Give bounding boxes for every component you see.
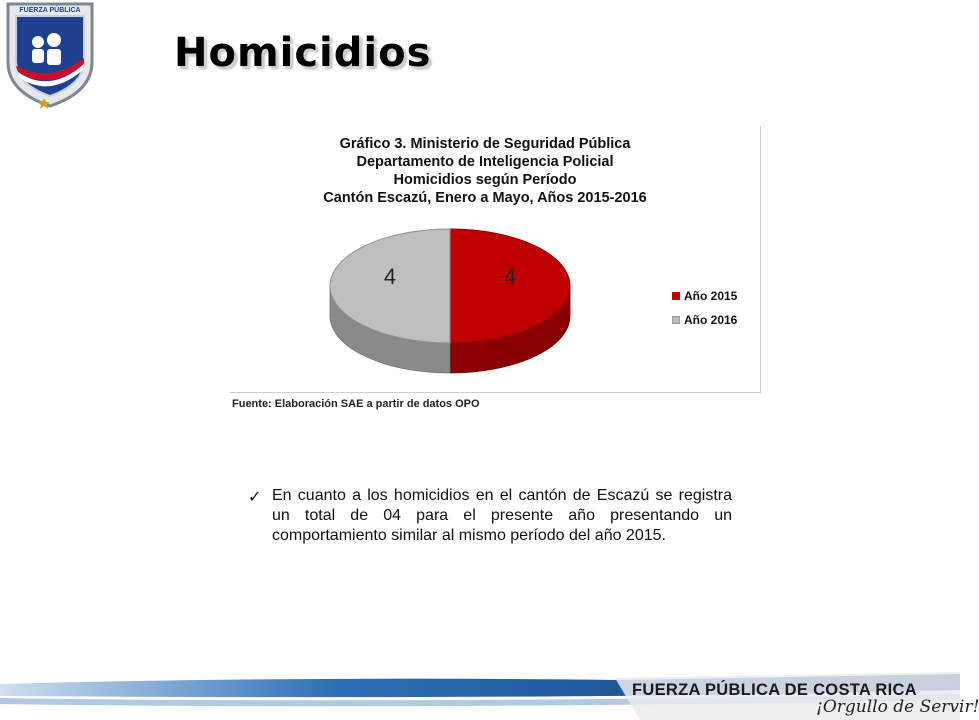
- pie-data-label-0: 4: [503, 264, 517, 289]
- pie-chart: [230, 126, 670, 392]
- fuerza-publica-logo: [0, 0, 100, 110]
- page-title: Homicidios: [174, 30, 432, 76]
- logo-text: FUERZA PÚBLICA: [19, 7, 81, 14]
- legend-label-2016: Año 2016: [684, 313, 738, 327]
- legend-swatch-2016: [672, 316, 680, 324]
- chart-title-line-2: Departamento de Inteligencia Policial: [356, 154, 614, 170]
- pie-data-label-1: 4: [383, 264, 397, 289]
- chart-title-line-1: Gráfico 3. Ministerio de Seguridad Pública: [339, 136, 631, 152]
- footer-organization: FUERZA PÚBLICA DE COSTA RICA: [632, 681, 917, 699]
- bullet-paragraph: [248, 486, 732, 546]
- footer-motto: ¡Orgullo de Servir!: [816, 697, 979, 717]
- chart-title-line-3: Homicidios según Período: [393, 172, 577, 188]
- bullet-text: En cuanto a los homicidios en el cantón de Escazú se registra un total de 04 para el presente año presentando un comportamiento similar al mismo período del año 2015.: [272, 487, 732, 544]
- legend-item-2015: [672, 284, 737, 308]
- legend-item-2016: [672, 308, 737, 332]
- chart-legend: [672, 284, 737, 332]
- chart-source: Fuente: Elaboración SAE a partir de datos OPO: [232, 398, 480, 410]
- chart-title-line-4: Cantón Escazú, Enero a Mayo, Años 2015-2016: [323, 190, 647, 206]
- legend-swatch-2015: [672, 292, 680, 300]
- legend-label-2015: Año 2015: [684, 289, 738, 303]
- check-icon: ✓: [248, 489, 262, 506]
